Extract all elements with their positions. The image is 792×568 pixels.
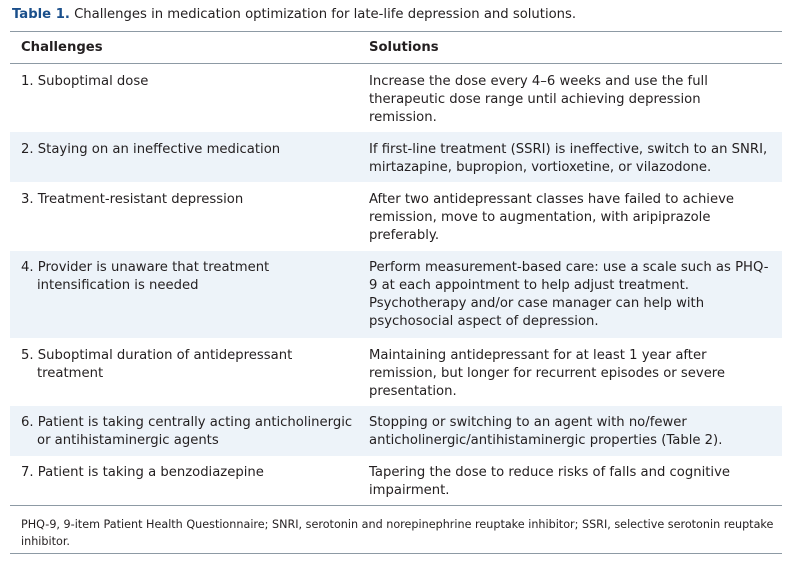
table-row: [10, 338, 782, 406]
table-row: [10, 251, 782, 338]
table-title: Challenges in medication optimization for late-life depression and solutions.: [74, 7, 577, 22]
solution-cell: Perform measurement-based care: use a scale such as PHQ-9 at each appointment to help adjust treatment. Psychotherapy and/or case manager can help with psychosocial aspect of depression.: [369, 260, 769, 329]
header-challenges: Challenges: [21, 40, 103, 55]
table-footnote: PHQ-9, 9-item Patient Health Questionnaire; SNRI, serotonin and norepinephrine reuptake inhibitor; SSRI, selective serotonin reuptake inhibitor.: [10, 505, 782, 554]
challenge-cell: 1. Suboptimal dose: [21, 74, 149, 89]
table-caption: [12, 6, 782, 24]
solution-cell: After two antidepressant classes have failed to achieve remission, move to augmentation, with aripiprazole preferably.: [369, 192, 734, 243]
table-row: [10, 456, 782, 506]
header-solutions: Solutions: [369, 40, 439, 55]
table-row: [10, 132, 782, 182]
challenge-cell: 5. Suboptimal duration of antidepressant treatment: [21, 348, 293, 381]
table-row: [10, 64, 782, 132]
challenges-table: [10, 31, 782, 506]
solution-cell: Stopping or switching to an agent with no/fewer anticholinergic/antihistaminergic properties (Table 2).: [369, 415, 723, 448]
table-header-row: [10, 32, 782, 64]
solution-cell: Maintaining antidepressant for at least 1 year after remission, but longer for recurrent episodes or severe presentation.: [369, 348, 726, 399]
solution-cell: If first-line treatment (SSRI) is ineffective, switch to an SNRI, mirtazapine, bupropion, vortioxetine, or vilazodone.: [369, 142, 768, 175]
solution-cell: Tapering the dose to reduce risks of falls and cognitive impairment.: [369, 465, 730, 498]
challenge-cell: 4. Provider is unaware that treatment intensification is needed: [21, 260, 270, 293]
solution-cell: Increase the dose every 4–6 weeks and use the full therapeutic dose range until achieving depression remission.: [369, 74, 708, 125]
table-row: [10, 182, 782, 251]
table-row: [10, 406, 782, 456]
challenge-cell: 3. Treatment-resistant depression: [21, 192, 244, 207]
challenge-cell: 6. Patient is taking centrally acting anticholinergic or antihistaminergic agents: [21, 415, 353, 448]
challenge-cell: 7. Patient is taking a benzodiazepine: [21, 465, 264, 480]
table-label: Table 1.: [12, 7, 70, 22]
challenge-cell: 2. Staying on an ineffective medication: [21, 142, 281, 157]
